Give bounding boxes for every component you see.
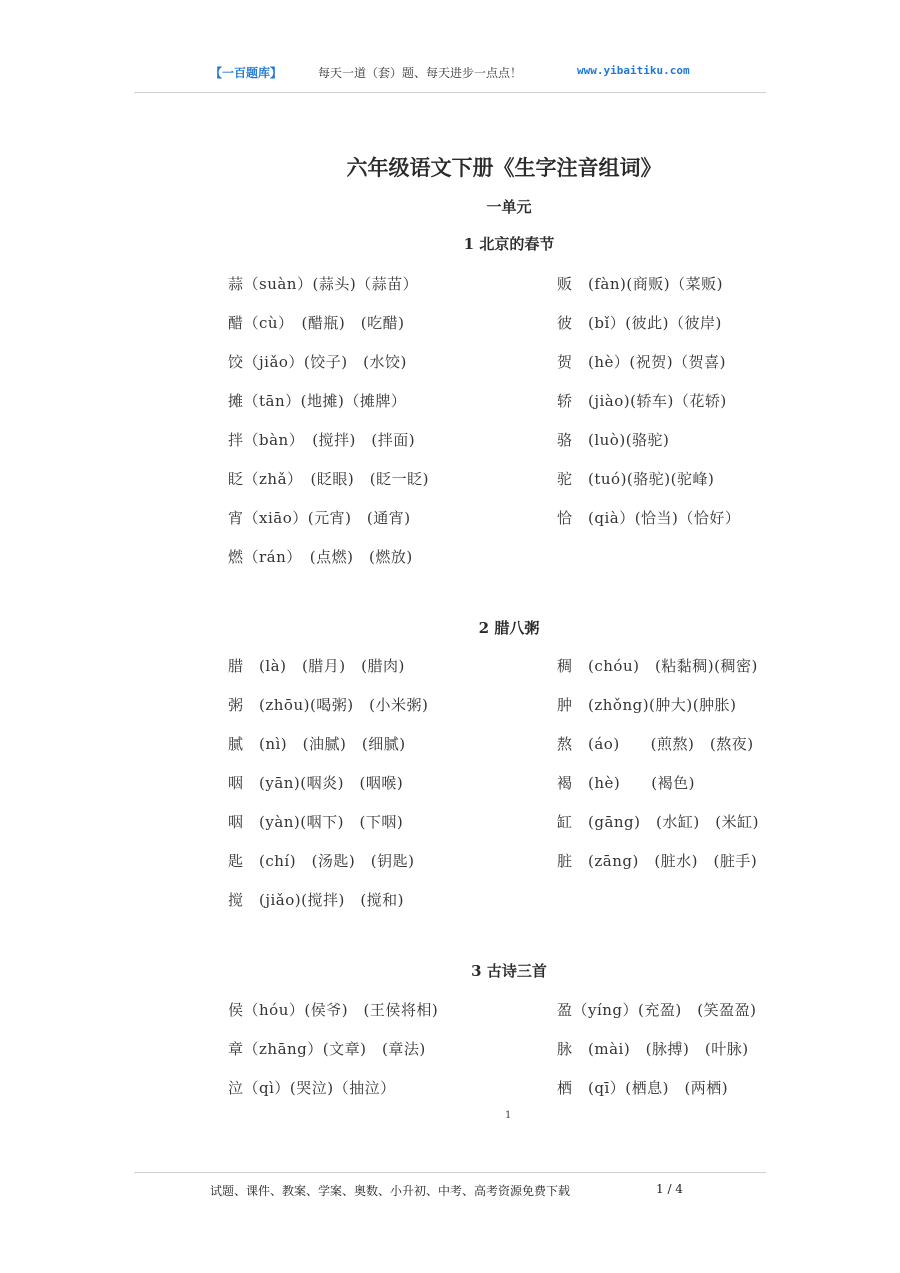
vocab-entry: 骆 (luò)(骆驼) [557,431,670,449]
vocab-entry: 盈（yíng）(充盈) (笑盈盈) [557,1001,757,1019]
vocab-entry: 熬 (áo) (煎熬) (熬夜) [557,735,754,753]
vocab-entry: 燃（rán） (点燃) (燃放) [228,548,413,566]
vocab-entry: 脉 (mài) (脉搏) (叶脉) [557,1040,749,1058]
vocab-entry: 彼 (bǐ）(彼此)（彼岸) [557,314,722,332]
vocab-entry: 贺 (hè）(祝贺)（贺喜) [557,353,726,371]
vocab-entry: 恰 (qià）(恰当)（恰好） [557,509,741,527]
vocab-entry: 眨（zhǎ） (眨眼) (眨一眨) [228,470,429,488]
vocab-entry: 驼 (tuó)(骆驼)(驼峰) [557,470,715,488]
vocab-entry: 咽 (yàn)(咽下) (下咽) [228,813,404,831]
header-divider [134,92,766,93]
page-header [0,64,900,84]
vocab-entry: 腊 (là) (腊月) (腊肉) [228,657,405,675]
vocab-entry: 饺（jiǎo）(饺子) (水饺) [228,353,407,371]
vocab-entry: 轿 (jiào)(轿车)（花轿) [557,392,727,410]
website-link[interactable]: www.yibaitiku.com [577,64,690,77]
vocab-entry: 粥 (zhōu)(喝粥) (小米粥) [228,696,429,714]
vocab-entry: 肿 (zhǒng)(肿大)(肿胀) [557,696,737,714]
vocab-entry: 侯（hóu）(侯爷) (王侯将相) [228,1001,439,1019]
page-number: 1 [505,1110,512,1121]
lesson-title: 2 腊八粥 [478,619,540,637]
vocab-entry: 摊（tān）(地摊)（摊牌） [228,392,407,410]
vocab-entry: 章（zhāng）(文章) (章法) [228,1040,426,1058]
vocab-entry: 缸 (gāng) (水缸) (米缸) [557,813,759,831]
vocab-entry: 搅 (jiǎo)(搅拌) (搅和) [228,891,405,909]
vocab-entry: 褐 (hè) (褐色) [557,774,695,792]
slogan-text: 每天一道（套）题、每天进步一点点！ [318,66,523,80]
footer-divider [134,1172,766,1173]
lesson-title: 3 古诗三首 [471,962,547,980]
document-title: 六年级语文下册《生字注音组词》 [346,155,662,180]
vocab-entry: 腻 (nì) (油腻) (细腻) [228,735,406,753]
vocab-entry: 泣（qì）(哭泣)（抽泣） [228,1079,396,1097]
vocab-entry: 匙 (chí) (汤匙) (钥匙) [228,852,415,870]
unit-heading: 一单元 [486,198,532,216]
vocab-entry: 宵（xiāo）(元宵) (通宵) [228,509,411,527]
vocab-entry: 稠 (chóu) (粘黏稠)(稠密) [557,657,758,675]
vocab-entry: 脏 (zāng) (脏水) (脏手) [557,852,758,870]
vocab-entry: 贩 (fàn)(商贩)（菜贩) [557,275,723,293]
vocab-entry: 拌（bàn） (搅拌) (拌面) [228,431,416,449]
vocab-entry: 蒜（suàn）(蒜头)（蒜苗） [228,275,419,293]
vocab-entry: 咽 (yān)(咽炎) (咽喉) [228,774,404,792]
footer-page-indicator: 1 / 4 [656,1182,683,1196]
footer-text: 试题、课件、教案、学案、奥数、小升初、中考、高考资源免费下载 [210,1184,571,1198]
vocab-entry: 栖 (qī）(栖息) (两栖) [557,1079,729,1097]
brand-label: 【一百题库】 [210,66,283,80]
vocab-entry: 醋（cù） (醋瓶) (吃醋) [228,314,405,332]
lesson-title: 1 北京的春节 [463,235,555,253]
